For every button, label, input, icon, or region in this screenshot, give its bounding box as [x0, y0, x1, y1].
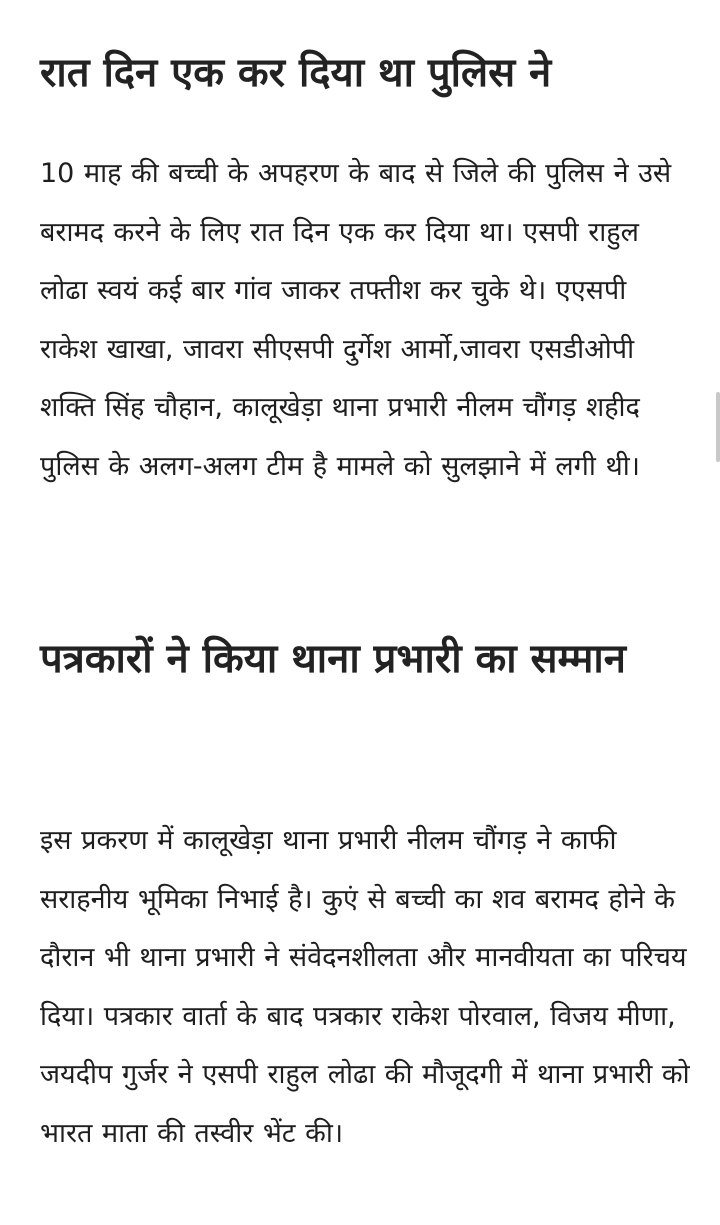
section-paragraph-journalists-honor: इस प्रकरण में कालूखेड़ा थाना प्रभारी नीलम चौंगड़ ने काफी सराहनीय भूमिका निभाई है। कुएं से बच्ची का शव बरामद होने के दौरान भी थाना प्रभारी ने संवेदनशीलता और मानवीयता का परिचय दिया। पत्रकार वार्ता के बाद पत्रकार राकेश पोरवाल, विजय मीणा, जयदीप गुर्जर ने एसपी राहुल लोढा की मौजूदगी में थाना प्रभारी को भारत माता की तस्वीर भेंट की।: [40, 825, 690, 1149]
scroll-indicator[interactable]: [716, 392, 720, 462]
section-paragraph-police-effort: 10 माह की बच्ची के अपहरण के बाद से जिले की पुलिस ने उसे बरामद करने के लिए रात दिन एक कर दिया था। एसपी राहुल लोढा स्वयं कई बार गांव जाकर तफ्तीश कर चुके थे। एएसपी राकेश खाखा, जावरा सीएसपी दुर्गेश आर्मो,जावरा एसडीओपी शक्ति सिंह चौहान, कालूखेड़ा थाना प्रभारी नीलम चौंगड़ शहीद पुलिस के अलग-अलग टीम है मामले को सुलझाने में लगी थी।: [40, 158, 672, 482]
section-heading-journalists-honor: पत्रकारों ने किया थाना प्रभारी का सम्मान: [40, 636, 626, 682]
section-heading-police-effort: रात दिन एक कर दिया था पुलिस ने: [40, 50, 552, 96]
